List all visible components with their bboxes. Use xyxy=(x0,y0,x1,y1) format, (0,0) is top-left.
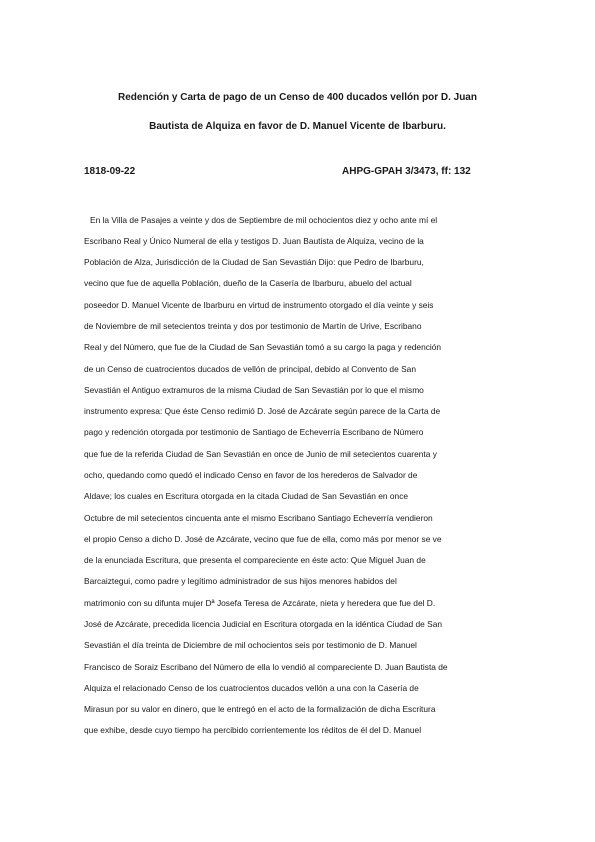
body-line: Aldave; los cuales en Escritura otorgada en la citada Ciudad de San Sevastián en once xyxy=(84,491,409,501)
body-line: que exhibe, desde cuyo tiempo ha percibido corrientemente los réditos de él del D. Manuel xyxy=(84,725,422,735)
document-title-line-2: Bautista de Alquiza en favor de D. Manuel Vicente de Ibarburu. xyxy=(149,121,446,132)
body-line: Sevastián el día treinta de Diciembre de mil ochocientos seis por testimonio de D. Manuel xyxy=(84,640,417,650)
document-reference: AHPG-GPAH 3/3473, ff: 132 xyxy=(342,166,471,177)
body-line: Mirasun por su valor en dinero, que le entregó en el acto de la formalización de dicha Escritura xyxy=(84,704,436,714)
body-line: de Noviembre de mil setecientos treinta y dos por testimonio de Martín de Urive, Escribano xyxy=(84,321,422,331)
body-line: ocho, quedando como quedó el indicado Censo en favor de los herederos de Salvador de xyxy=(84,470,418,480)
document-title-line-1: Redención y Carta de pago de un Censo de 400 ducados vellón por D. Juan xyxy=(118,92,477,103)
body-line: Real y del Número, que fue de la Ciudad de San Sevastián tomó a su cargo la paga y redención xyxy=(84,342,442,352)
body-line: el propio Censo a dicho D. José de Azcárate, vecino que fue de ella, como más por menor se ve xyxy=(84,534,442,544)
body-line: En la Villa de Pasajes a veinte y dos de Septiembre de mil ochocientos diez y ocho ante mí el xyxy=(90,215,438,225)
body-line: Francisco de Soraiz Escribano del Número de ella lo vendió al compareciente D. Juan Bautista de xyxy=(84,662,448,672)
body-line: que fue de la referida Ciudad de San Sevastián en once de Junio de mil setecientos cuarenta y xyxy=(84,449,437,459)
body-line: de un Censo de cuatrocientos ducados de vellón de principal, debido al Convento de San xyxy=(84,364,416,374)
body-line: pago y redención otorgada por testimonio de Santiago de Echeverría Escribano de Número xyxy=(84,427,424,437)
body-line: matrimonio con su difunta mujer Dª Josefa Teresa de Azcárate, nieta y heredera que fue del D. xyxy=(84,598,436,608)
body-line: Sevastián el Antiguo extramuros de la misma Ciudad de San Sevastián por lo que el mismo xyxy=(84,385,424,395)
body-line: José de Azcárate, precedida licencia Judicial en Escritura otorgada en la idéntica Ciudad de San xyxy=(84,619,443,629)
body-line: instrumento expresa: Que éste Censo redimió D. José de Azcárate según parece de la Carta de xyxy=(84,406,441,416)
body-line: Octubre de mil setecientos cincuenta ante el mismo Escribano Santiago Echeverría vendieron xyxy=(84,513,433,523)
body-line: Población de Alza, Jurisdicción de la Ciudad de San Sevastián Dijo: que Pedro de Ibarburu, xyxy=(84,257,424,267)
body-line: Alquiza el relacionado Censo de los cuatrocientos ducados vellón a una con la Casería de xyxy=(84,683,419,693)
body-line: de la enunciada Escritura, que presenta el compareciente en éste acto: Que Miguel Juan de xyxy=(84,555,426,565)
body-line: Escribano Real y Único Numeral de ella y testigos D. Juan Bautista de Alquiza, vecino de la xyxy=(84,236,424,246)
body-line: Barcaiztegui, como padre y legítimo administrador de sus hijos menores habidos del xyxy=(84,576,397,586)
document-date: 1818-09-22 xyxy=(84,166,136,177)
body-line: vecino que fue de aquella Población, dueño de la Casería de Ibarburu, abuelo del actual xyxy=(84,278,412,288)
body-line: poseedor D. Manuel Vicente de Ibarburu en virtud de instrumento otorgado el día veinte y seis xyxy=(84,300,434,310)
